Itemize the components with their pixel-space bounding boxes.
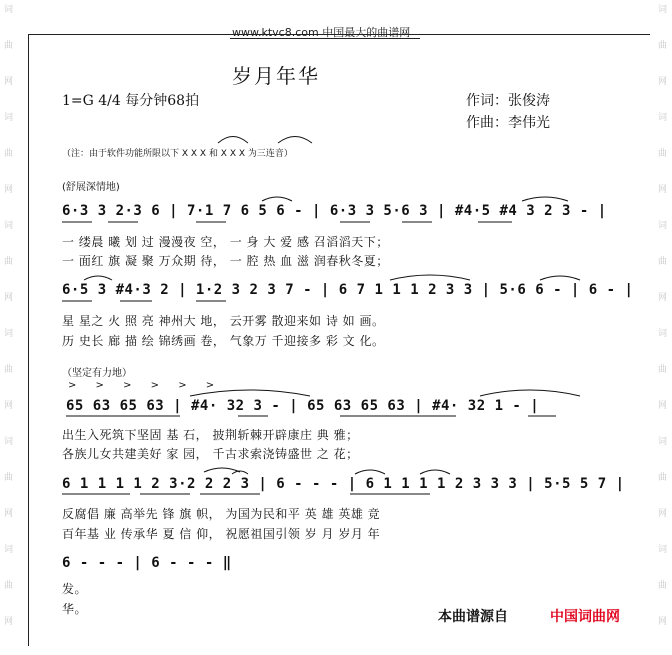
- watermark-glyph: 网: [4, 617, 14, 627]
- watermark-glyph: 网: [658, 401, 668, 411]
- watermark-glyph: 词: [658, 5, 668, 15]
- watermark-glyph: 曲: [4, 257, 14, 267]
- lyricist: 作词：张俊涛: [466, 93, 550, 109]
- watermark-glyph: 曲: [4, 473, 14, 483]
- slur-r4-a: [204, 468, 240, 472]
- watermark-glyph: 曲: [4, 365, 14, 375]
- slur-r3-b: [480, 390, 580, 396]
- lyrics-row-5-verse-1: 发。: [62, 582, 88, 596]
- lyrics-row-5-verse-2: 华。: [62, 602, 88, 616]
- watermark-glyph: 曲: [658, 149, 668, 159]
- watermark-glyph: 曲: [4, 149, 14, 159]
- watermark-glyph: 网: [4, 509, 14, 519]
- triplet-slur-2: [278, 137, 312, 144]
- watermark-glyph: 网: [658, 185, 668, 195]
- site-header: www.ktvc8.com 中国最大的曲谱网: [232, 26, 411, 39]
- watermark-glyph: 曲: [658, 581, 668, 591]
- lyrics-row-3-verse-1: 出生入死筑下坚固 基 石， 披荆斩棘开辟康庄 典 雅；: [62, 428, 359, 442]
- watermark-glyph: 曲: [658, 41, 668, 51]
- lyrics-row-2-verse-1: 星 星之 火 照 亮 神州大 地， 云开雾 散迎来如 诗 如 画。: [62, 314, 385, 328]
- watermark-glyph: 曲: [4, 41, 14, 51]
- tempo-marking-1: (舒展深情地): [62, 182, 120, 193]
- key-signature: 1=G 4/4 每分钟68拍: [62, 93, 200, 109]
- triplet-note: （注：由于软件功能所限以下 X X X 和 X X X 为三连音）: [62, 149, 293, 159]
- notation-row-3: 65 63 65 63 | #4· 32 3 - | 65 63 65 63 | #4· 32 1 - |: [66, 398, 540, 414]
- watermark-glyph: 词: [658, 329, 668, 339]
- accent-marks: > > > > > >: [68, 380, 223, 391]
- watermark-glyph: 网: [4, 293, 14, 303]
- watermark-glyph: 词: [658, 113, 668, 123]
- tempo-marking-2: （坚定有力地）: [62, 368, 132, 379]
- watermark-glyph: 词: [4, 329, 14, 339]
- notation-row-1: 6·3 3 2·3 6 | 7·1 7 6 5 6 - | 6·3 3 5·6 3 | #4·5 #4 3 2 3 - |: [62, 203, 607, 219]
- composer: 作曲：李伟光: [466, 115, 550, 131]
- watermark-glyph: 曲: [4, 581, 14, 591]
- watermark-glyph: 词: [4, 5, 14, 15]
- watermark-glyph: 词: [4, 545, 14, 555]
- watermark-glyph: 词: [658, 221, 668, 231]
- watermark-glyph: 网: [658, 617, 668, 627]
- watermark-glyph: 曲: [658, 365, 668, 375]
- watermark-glyph: 网: [658, 509, 668, 519]
- lyrics-row-1-verse-1: 一 缕晨 曦 划 过 漫漫夜 空， 一 身 大 爱 感 召滔滔天下；: [62, 235, 389, 249]
- watermark-glyph: 网: [4, 401, 14, 411]
- watermark-glyph: 词: [4, 221, 14, 231]
- watermark-glyph: 词: [4, 113, 14, 123]
- lyrics-row-2-verse-2: 历 史长 廊 描 绘 锦绣画 卷， 气象万 千迎接多 彩 文 化。: [62, 334, 385, 348]
- source-site-link[interactable]: 中国词曲网: [550, 609, 620, 625]
- watermark-glyph: 网: [4, 185, 14, 195]
- notation-row-4: 6 1 1 1 1 2 3·2 2 2 3 | 6 - - - | 6 1 1 1 1 2 3 3 3 | 5·5 5 7 |: [62, 476, 625, 492]
- slur-r4-b: [232, 471, 248, 474]
- watermark-glyph: 曲: [658, 473, 668, 483]
- lyrics-row-1-verse-2: 一 面红 旗 凝 聚 万众期 待， 一 腔 热 血 滋 润春秋冬夏；: [62, 254, 389, 268]
- watermark-glyph: 词: [4, 437, 14, 447]
- watermark-glyph: 曲: [658, 257, 668, 267]
- watermark-glyph: 网: [658, 77, 668, 87]
- slur-r4-d: [420, 470, 450, 474]
- slur-r3-a: [190, 390, 310, 396]
- slur-r2-c: [540, 276, 580, 280]
- notation-row-2: 6·5 3 #4·3 2 | 1·2 3 2 3 7 - | 6 7 1 1 1 2 3 3 | 5·6 6 - | 6 - |: [62, 282, 634, 298]
- slur-r2-b: [390, 275, 470, 280]
- slur-r4-c: [355, 470, 385, 474]
- lyrics-row-4-verse-1: 反腐倡 廉 高举先 锋 旗 帜， 为国为民和平 英 雄 英雄 竞: [62, 507, 381, 521]
- slur-r1-a: [262, 197, 292, 201]
- watermark-glyph: 网: [4, 77, 14, 87]
- watermark-glyph: 词: [658, 437, 668, 447]
- lyrics-row-4-verse-2: 百年基 业 传承华 夏 信 仰， 祝愿祖国引领 岁 月 岁月 年: [62, 527, 381, 541]
- watermark-glyph: 词: [658, 545, 668, 555]
- triplet-slur-1: [218, 137, 248, 144]
- slur-r1-b: [522, 197, 568, 201]
- source-label: 本曲谱源自: [438, 609, 508, 625]
- song-title: 岁月年华: [232, 64, 320, 88]
- slur-r2-a: [84, 276, 112, 280]
- notation-row-5: 6 - - - | 6 - - - ‖: [62, 555, 232, 571]
- lyrics-row-3-verse-2: 各族儿女共建美好 家 园， 千古求索浇铸盛世 之 花；: [62, 447, 359, 461]
- watermark-glyph: 网: [658, 293, 668, 303]
